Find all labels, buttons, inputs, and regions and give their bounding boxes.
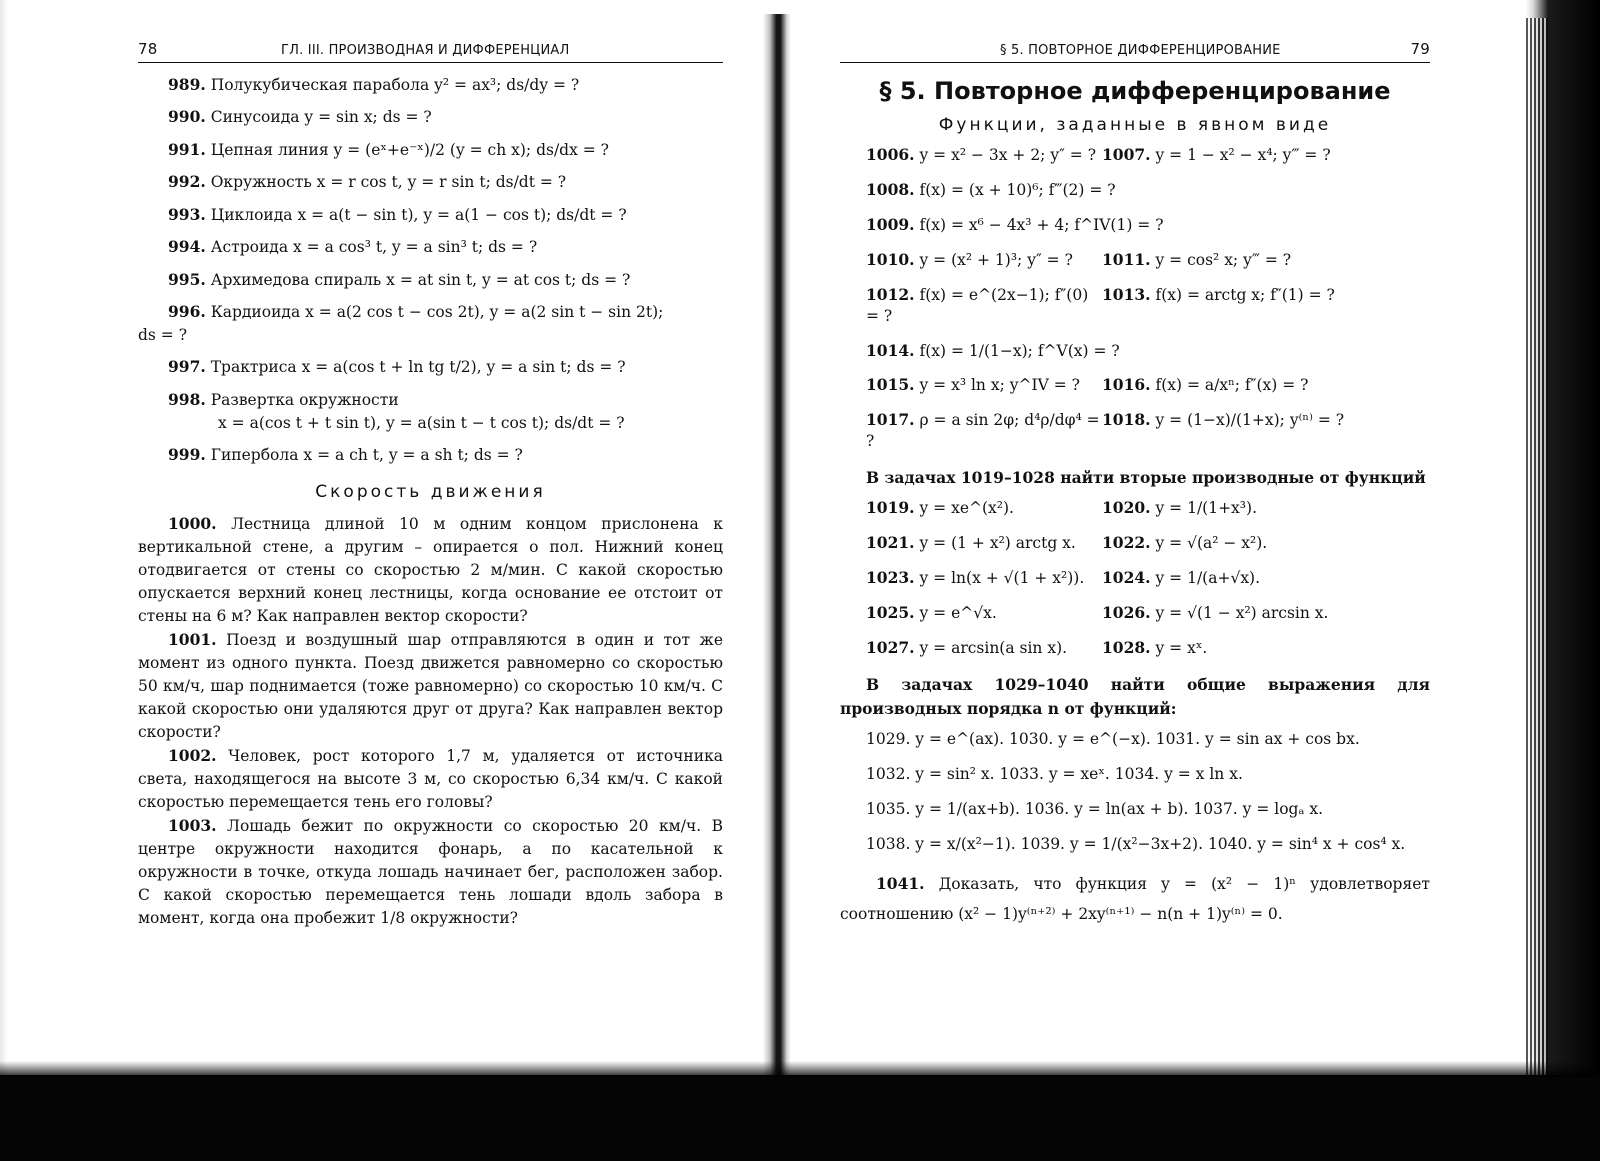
problem-row: 1025. y = e^√x. 1026. y = √(1 − x²) arcsin x. (866, 602, 1329, 622)
paragraph-problem: 1001. Поезд и воздушный шар отправляются в один и тот же момент из одного пункта. Поезд движется равномерно со скоростью 50 км/ч, шар поднимается (тоже равномерно) со скоростью 10 км/ч. С какой скоростью они удаляются друг от друга? Как направлен вектор скорости? (138, 629, 723, 741)
paragraph-problem: 1003. Лошадь бежит по окружности со скоростью 20 км/ч. В центре окружности находится фонарь, а по касательной к окружности в точке, откуда лошадь начинает бег, расположен забор. С какой скоростью перемещается тень лошади вдоль забора в момент, когда она пробежит 1/8 окружности? (138, 815, 723, 927)
problem: 992. Окружность x = r cos t, y = r sin t; ds/dt = ? (168, 172, 567, 192)
right-section-head: § 5. ПОВТОРНОЕ ДИФФЕРЕНЦИРОВАНИЕ (999, 43, 1281, 58)
problem-row: 1015. y = x³ ln x; y^IV = ? 1016. f(x) = a/xⁿ; f″(x) = ? (866, 375, 1309, 395)
left-running-head (138, 40, 723, 63)
right-running-head (840, 40, 1430, 63)
problem: 999. Гипербола x = a ch t, y = a sh t; ds = ? (168, 445, 523, 465)
problem-row: 1019. y = xe^(x²). 1020. y = 1/(1+x³). (866, 498, 1257, 518)
problem-row: 1012. f(x) = e^(2x−1); f″(0) = ? 1013. f(x) = arctg x; f″(1) = ? (866, 284, 1335, 325)
problem-row: 1017. ρ = a sin 2φ; d⁴ρ/dφ⁴ = ? 1018. y = (1−x)/(1+x); y⁽ⁿ⁾ = ? (866, 410, 1345, 451)
scan-bottom-shadow (0, 1075, 1600, 1161)
problem-row: 1010. y = (x² + 1)³; y″ = ? 1011. y = cos² x; y‴ = ? (866, 249, 1292, 269)
paragraph-problem: 1000. Лестница длиной 10 м одним концом прислонена к вертикальной стене, а другим – опирается о пол. Нижний конец отодвигается от стены со скоростью 2 м/мин. С какой скоростью опускается верхний конец лестницы, когда основание ее отстоит от стены на 6 м? Как направлен вектор скорости? (138, 513, 723, 625)
problem-formula: x = a(cos t + t sin t), y = a(sin t − t cos t); ds/dt = ? (218, 413, 625, 432)
problem-row: 1027. y = arcsin(a sin x). 1028. y = xˣ. (866, 637, 1208, 657)
scan-right-shadow (1526, 0, 1600, 1161)
problem-row: 1014. f(x) = 1/(1−x); f^V(x) = ? (866, 340, 1120, 360)
scan-left-edge (0, 0, 8, 1161)
problem-row: 1008. f(x) = (x + 10)⁶; f‴(2) = ? (866, 179, 1116, 199)
problem-row: 1006. y = x² − 3x + 2; y″ = ? 1007. y = 1 − x² − x⁴; y‴ = ? (866, 145, 1331, 164)
problem: 990. Синусоида y = sin x; ds = ? (168, 107, 432, 127)
problem: 996. Кардиоида x = a(2 cos t − cos 2t), y = a(2 sin t − sin 2t); (168, 301, 664, 321)
problem: 994. Астроида x = a cos³ t, y = a sin³ t; ds = ? (168, 237, 538, 257)
problem-row: 1021. y = (1 + x²) arctg x. 1022. y = √(a² − x²). (866, 533, 1268, 553)
left-chapter-title: ГЛ. III. ПРОИЗВОДНАЯ И ДИФФЕРЕНЦИАЛ (281, 43, 570, 58)
problem: 993. Циклоида x = a(t − sin t), y = a(1 − cos t); ds/dt = ? (168, 204, 627, 224)
left-page (138, 40, 723, 930)
paragraph-problem: 1002. Человек, рост которого 1,7 м, удаляется от источника света, находящегося на высоте 3 м, со скоростью 6,34 км/ч. С какой скоростью перемещается тень его головы? (138, 745, 723, 811)
problem: 997. Трактриса x = a(cos t + ln tg t/2), y = a sin t; ds = ? (168, 357, 626, 377)
problem-line: 1029. y = e^(ax). 1030. y = e^(−x). 1031. y = sin ax + cos bx. (866, 729, 1360, 748)
problem-line: 1038. y = x/(x²−1). 1039. y = 1/(x²−3x+2). 1040. y = sin⁴ x + cos⁴ x. (866, 834, 1406, 853)
instruction: В задачах 1019–1028 найти вторые производные от функций (866, 468, 1426, 488)
problem-line: 1035. y = 1/(ax+b). 1036. y = ln(ax + b). 1037. y = logₐ x. (866, 799, 1324, 818)
right-page (840, 40, 1430, 937)
book-gutter (763, 14, 791, 1084)
instruction: В задачах 1029–1040 найти общие выражения для производных порядка n от функций: (840, 674, 1430, 718)
problem-line: 1032. y = sin² x. 1033. y = xeˣ. 1034. y = x ln x. (866, 764, 1243, 783)
problem-row: 1009. f(x) = x⁶ − 4x³ + 4; f^IV(1) = ? (866, 214, 1164, 234)
problem: 991. Цепная линия y = (eˣ+e⁻ˣ)/2 (y = ch x); ds/dx = ? (168, 139, 609, 159)
paragraph-problem: 1041. Доказать, что функция y = (x² − 1)ⁿ удовлетворяет соотношению (x² − 1)y⁽ⁿ⁺²⁾ + 2xy⁽ⁿ⁺¹⁾ − n(n + 1)y⁽ⁿ⁾ = 0. (840, 873, 1430, 923)
problem-continuation: ds = ? (138, 325, 188, 344)
problem-row: 1023. y = ln(x + √(1 + x²)). 1024. y = 1/(a+√x). (866, 568, 1261, 588)
subsection-title: Скорость движения (315, 481, 546, 502)
problem: 989. Полукубическая парабола y² = ax³; ds/dy = ? (168, 75, 580, 94)
problem: 998. Развертка окружности (168, 389, 399, 409)
problem: 995. Архимедова спираль x = at sin t, y = at cos t; ds = ? (168, 269, 631, 289)
subsection-title: Функции, заданные в явном виде (938, 115, 1332, 135)
section-title: § 5. Повторное дифференцирование (879, 77, 1391, 105)
right-page-number: 79 (1410, 40, 1430, 58)
left-page-number: 78 (138, 40, 158, 58)
